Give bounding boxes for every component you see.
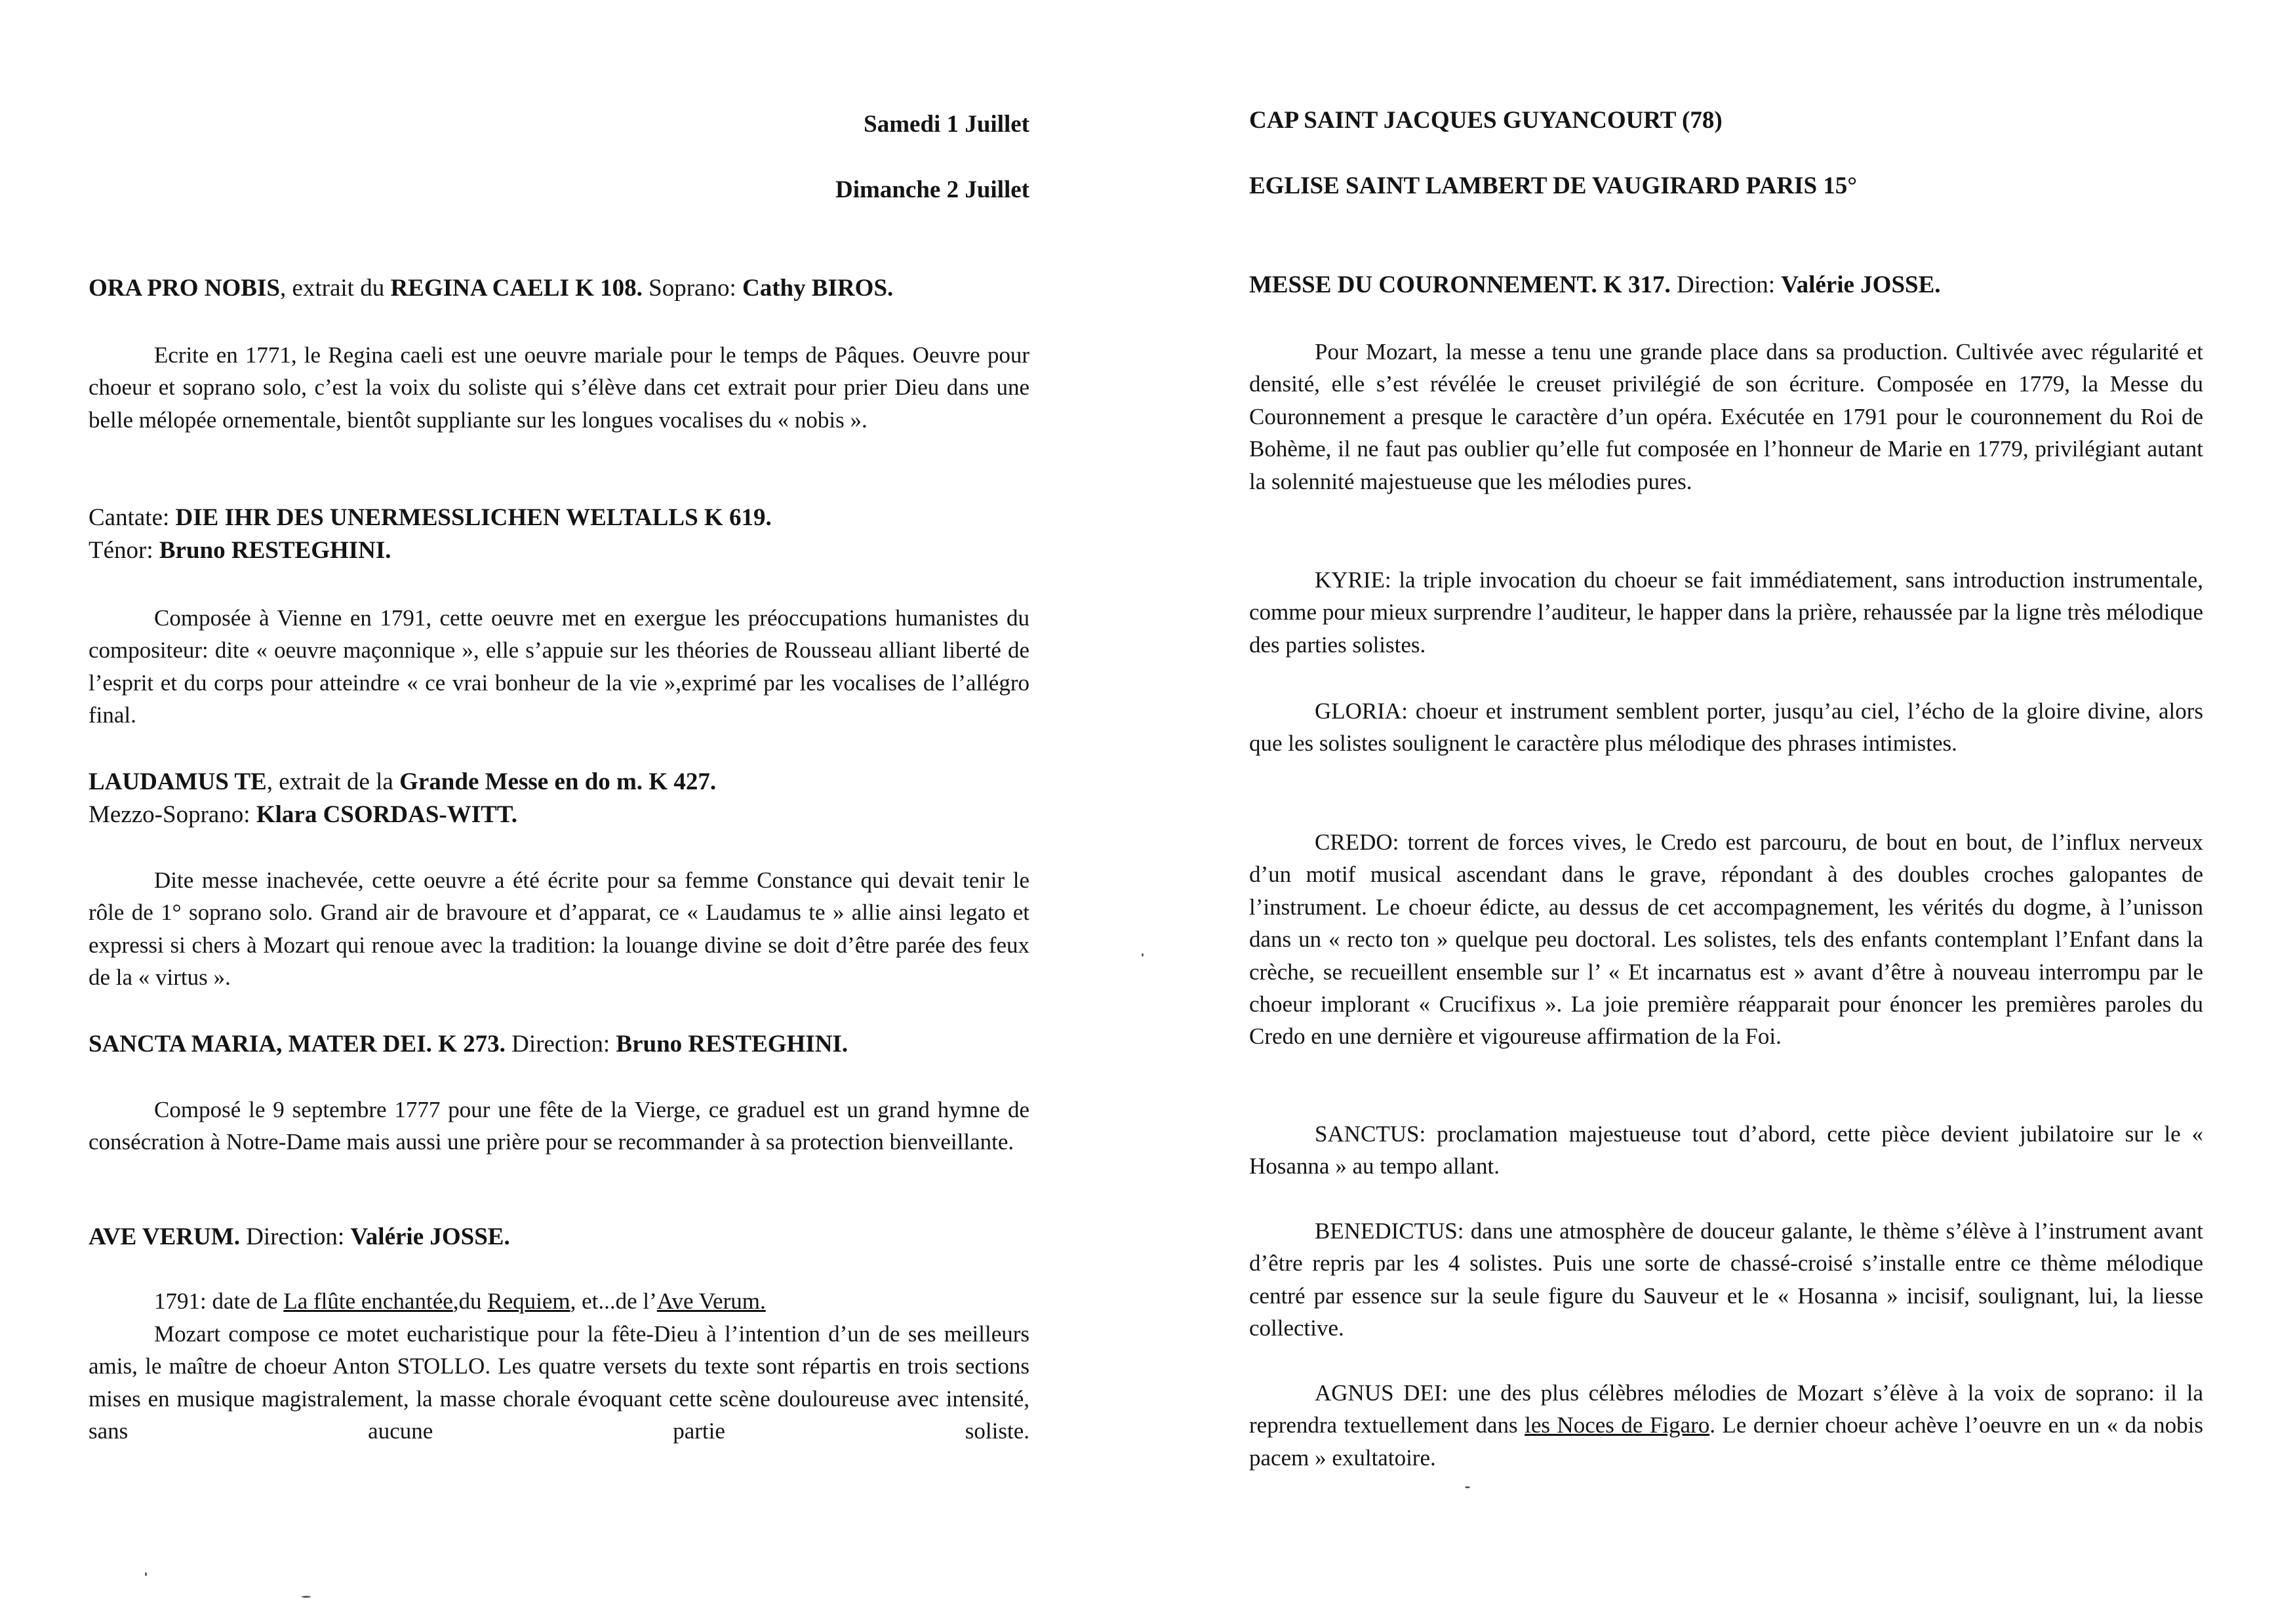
- work-title: LAUDAMUS TE: [89, 768, 267, 795]
- heading-ora-pro-nobis: [89, 272, 1029, 305]
- work-ref-noces-de-figaro: les Noces de Figaro: [1525, 1412, 1710, 1438]
- scan-speck: [302, 1596, 311, 1598]
- role-label: Soprano:: [642, 275, 743, 302]
- heading-ave-verum: [89, 1221, 1029, 1254]
- scan-speck: [1142, 953, 1144, 957]
- role-label: Direction:: [1670, 271, 1782, 298]
- venue-vaugirard: EGLISE SAINT LAMBERT DE VAUGIRARD PARIS 15°: [1249, 172, 1858, 199]
- venue-guyancourt: CAP SAINT JACQUES GUYANCOURT (78): [1249, 107, 1723, 134]
- paragraph-cantate: Composée à Vienne en 1791, cette oeuvre met en exergue les préoccupations humanistes du compositeur: dite « oeuvre maçonnique », elle s’appuie sur les théories de Rousseau alliant liberté de l’esprit et du corps pour atteindre « ce vrai bonheur de la vie »,exprimé par les vocalises de l’allégro final.: [89, 605, 1029, 728]
- performer-name: Valérie JOSSE.: [350, 1223, 510, 1250]
- work-title: MESSE DU COURONNEMENT. K 317.: [1249, 271, 1671, 298]
- heading-laudamus-te: [89, 766, 1029, 831]
- heading-connector: , extrait de la: [266, 768, 400, 795]
- heading-messe-couronnement: [1249, 269, 2203, 302]
- scan-speck: [1465, 1486, 1470, 1488]
- work-title: AVE VERUM.: [89, 1223, 240, 1250]
- left-page: [89, 0, 1029, 1624]
- heading-prefix: Cantate:: [89, 504, 176, 531]
- work-title: ORA PRO NOBIS: [89, 275, 280, 302]
- role-label: Ténor:: [89, 537, 159, 564]
- performer-name: Cathy BIROS.: [742, 275, 894, 302]
- scan-speck: [145, 1572, 147, 1576]
- work-ref-requiem: Requiem: [487, 1288, 570, 1314]
- work-ref-flute-enchantee: La flûte enchantée: [283, 1288, 453, 1314]
- paragraph-agnus-dei: [1249, 1377, 2203, 1474]
- paragraph-benedictus: BENEDICTUS: dans une atmosphère de douceur galante, le thème s’élève à l’instrument avant d’être repris par les 4 solistes. Puis une sorte de chassé-croisé s’installe entre ce thème mélodique centré par essence sur la seule figure du Sauveur et le « Hosanna » incisif, soulignant, lui, la liesse collective.: [1249, 1218, 2203, 1341]
- role-label: Direction:: [239, 1223, 351, 1250]
- work-title: SANCTA MARIA, MATER DEI. K 273.: [89, 1031, 506, 1058]
- paragraph-credo: CREDO: torrent de forces vives, le Credo est parcouru, de bout en bout, de l’influx nerveux d’un motif musical ascendant dans le grave, répondant à des doubles croches galopantes de l’instrument. Le choeur édicte, au dessus de cet accompagnement, les vérités du dogme, à l’unisson dans un « recto ton » quelque peu doctoral. Les solistes, tels des enfants contemplant l’Enfant dans la crèche, se recueillent ensemble sur l’ « Et incarnatus est » avant d’être à nouveau interrompu par le choeur implorant « Crucifixus ». La joie première réapparait pour énoncer les premières paroles du Credo en une dernière et vigoureuse affirmation de la Foi.: [1249, 829, 2203, 1050]
- date-sunday: Dimanche 2 Juillet: [835, 176, 1029, 203]
- work-source: REGINA CAELI K 108.: [390, 275, 643, 302]
- paragraph-intro: Pour Mozart, la messe a tenu une grande place dans sa production. Cultivée avec régularité et densité, elle s’est révélée le creuset privilégié de son écriture. Composée en 1779, la Messe du Couronnement a presque le caractère d’un opéra. Exécutée en 1791 pour le couronnement du Roi de Bohème, il ne faut pas oublier qu’elle fut composée en l’honneur de Marie en 1779, privilégiant autant la solennité majestueuse que les mélodies pures.: [1249, 339, 2203, 494]
- paragraph-kyrie: KYRIE: la triple invocation du choeur se fait immédiatement, sans introduction instrumentale, comme pour mieux surprendre l’auditeur, le happer dans la prière, rehaussée par la ligne très mélodique des parties solistes.: [1249, 567, 2203, 658]
- paragraph-laudamus-te: Dite messe inachevée, cette oeuvre a été écrite pour sa femme Constance qui devait tenir le rôle de 1° soprano solo. Grand air de bravoure et d’apparat, ce « Laudamus te » allie ainsi legato et expressi si chers à Mozart qui renoue avec la tradition: la louange divine se doit d’être parée des feux de la « virtus ».: [89, 867, 1029, 991]
- separator: , et...de l’: [570, 1288, 657, 1314]
- work-ref-ave-verum: Ave Verum.: [656, 1288, 766, 1314]
- right-page: [1249, 0, 2203, 1624]
- line-1791: [89, 1285, 1029, 1317]
- agnus-text-end: . Le dernier choeur achève l’oeuvre en un « da nobis pacem » exultatoire.: [1249, 1412, 2203, 1471]
- performer-name: Bruno RESTEGHINI.: [616, 1031, 848, 1058]
- role-label: Direction:: [505, 1031, 616, 1058]
- date-saturday: Samedi 1 Juillet: [864, 111, 1029, 138]
- paragraph-sancta-maria: Composé le 9 septembre 1777 pour une fête de la Vierge, ce graduel est un grand hymne de consécration à Notre-Dame mais aussi une prière pour se recommander à sa protection bienveillante.: [89, 1097, 1029, 1155]
- agnus-text-start: AGNUS DEI: une des plus célèbres mélodies de Mozart s’élève à la voix de soprano: il la reprendra textuellement dans: [1249, 1380, 2203, 1438]
- role-label: Mezzo-Soprano:: [89, 801, 256, 828]
- paragraph-sanctus: SANCTUS: proclamation majestueuse tout d’abord, cette pièce devient jubilatoire sur le « Hosanna » au tempo allant.: [1249, 1121, 2203, 1179]
- performer-name: Valérie JOSSE.: [1781, 271, 1941, 298]
- paragraph-ora-pro-nobis: Ecrite en 1771, le Regina caeli est une oeuvre mariale pour le temps de Pâques. Oeuvre pour choeur et soprano solo, c’est la voix du soliste qui s’élève dans cet extrait pour prier Dieu dans une belle mélopée ornementale, bientôt suppliante sur les longues vocalises du « nobis ».: [89, 342, 1029, 433]
- performer-name: Bruno RESTEGHINI.: [159, 537, 391, 564]
- paragraph-ave-verum: Mozart compose ce motet eucharistique pour la fête-Dieu à l’intention d’un de ses meilleurs amis, le maître de choeur Anton STOLLO. Les quatre versets du texte sont répartis en trois sections mises en musique magistralement, la masse chorale évoquant cette scène douloureuse avec intensité, sans aucune partie soliste.: [89, 1321, 1029, 1444]
- line-1791-start: 1791: date de: [154, 1288, 284, 1314]
- heading-sancta-maria: [89, 1028, 1029, 1061]
- heading-connector: , extrait du: [279, 275, 391, 302]
- paragraph-gloria: GLORIA: choeur et instrument semblent porter, jusqu’au ciel, l’écho de la gloire divine, alors que les solistes soulignent le caractère plus mélodique des phrases intimistes.: [1249, 698, 2203, 757]
- separator: ,du: [452, 1288, 488, 1314]
- work-source: Grande Messe en do m. K 427.: [399, 768, 717, 795]
- work-title: DIE IHR DES UNERMESSLICHEN WELTALLS K 619.: [175, 504, 772, 531]
- heading-cantate: [89, 502, 1029, 567]
- performer-name: Klara CSORDAS-WITT.: [256, 801, 517, 828]
